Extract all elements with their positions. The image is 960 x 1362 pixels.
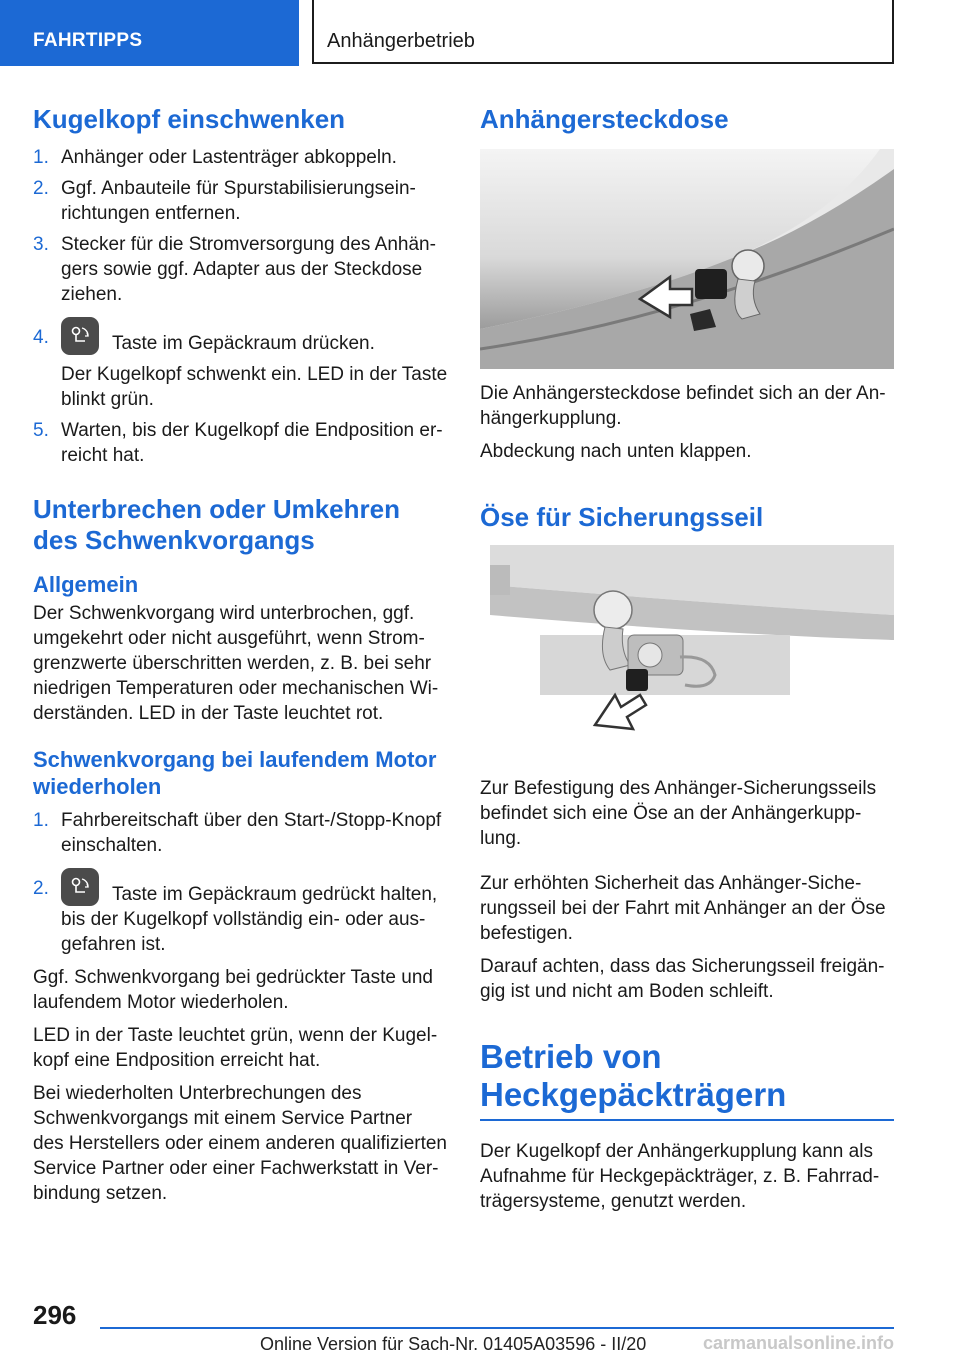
list-text: Stecker für die Stromversorgung des Anhän-gers sowie ggf. Adapter aus der Steckdose ziehen. bbox=[61, 234, 436, 305]
list-item bbox=[33, 418, 448, 468]
list-item bbox=[33, 232, 448, 307]
page-number: 296 bbox=[33, 1300, 77, 1330]
list-subtext: Der Kugelkopf schwenkt ein. LED in der Taste blinkt grün. bbox=[61, 364, 448, 410]
paragraph-steckdose: Die Anhängersteckdose befindet sich an der An-hängerkupplung. bbox=[480, 383, 886, 429]
trailer-hitch-button-icon bbox=[61, 317, 99, 355]
trailer-socket-illustration bbox=[480, 149, 894, 369]
heading-kugelkopf: Kugelkopf einschwenken bbox=[33, 104, 346, 134]
heading-wiederholen: Schwenkvorgang bei laufendem Motor wiederholen bbox=[33, 747, 437, 799]
paragraph-oese: Darauf achten, dass das Sicherungsseil freigän-gig ist und nicht am Boden schleift. bbox=[480, 956, 885, 1002]
list-text: Warten, bis der Kugelkopf die Endposition er-reicht hat. bbox=[61, 420, 443, 466]
section-title: FAHRTIPPS bbox=[33, 30, 143, 51]
footer-divider bbox=[100, 1327, 894, 1329]
paragraph-betrieb: Der Kugelkopf der Anhängerkupplung kann als Aufnahme für Heckgepäckträger, z. B. Fahrrad-trägersysteme, genutzt werden. bbox=[480, 1141, 880, 1212]
right-column-bottom bbox=[480, 776, 894, 1214]
list-text: Ggf. Anbauteile für Spurstabilisierungsein-richtungen entfernen. bbox=[61, 178, 416, 224]
list-text: Taste im Gepäckraum gedrückt halten, bis der Kugelkopf vollständig ein- oder aus-gefahren ist. bbox=[61, 884, 438, 955]
list-number: 5. bbox=[33, 420, 49, 441]
list-item bbox=[33, 868, 448, 957]
chapter-tab bbox=[312, 0, 894, 64]
list-number: 2. bbox=[33, 178, 49, 199]
paragraph-steckdose: Abdeckung nach unten klappen. bbox=[480, 441, 752, 462]
heading-betrieb: Betrieb von Heckgepäckträgern bbox=[480, 1038, 787, 1113]
heading-unterbrechen: Unterbrechen oder Umkehren des Schwenkvorgangs bbox=[33, 494, 400, 555]
list-item bbox=[33, 317, 448, 412]
section-tab bbox=[0, 0, 299, 66]
right-column-top bbox=[480, 104, 894, 135]
paragraph: LED in der Taste leuchtet grün, wenn der Kugel-kopf eine Endposition erreicht hat. bbox=[33, 1025, 438, 1071]
safety-cable-eye-illustration bbox=[480, 545, 894, 745]
list-number: 3. bbox=[33, 234, 49, 255]
footer-online-version: Online Version für Sach-Nr. 01405A03596 - II/20 bbox=[260, 1334, 647, 1354]
list-number: 1. bbox=[33, 810, 49, 831]
list-number: 4. bbox=[33, 327, 49, 348]
heading-allgemein: Allgemein bbox=[33, 572, 139, 597]
right-column-mid bbox=[480, 381, 894, 533]
trailer-hitch-button-icon bbox=[61, 868, 99, 906]
paragraph-oese: Zur Befestigung des Anhänger-Sicherungsseils befindet sich eine Öse an der Anhängerkupp-lung. bbox=[480, 778, 877, 849]
heading-steckdose: Anhängersteckdose bbox=[480, 104, 729, 134]
paragraph-oese: Zur erhöhten Sicherheit das Anhänger-Siche-rungsseil bei der Fahrt mit Anhänger an der Öse befestigen. bbox=[480, 873, 886, 944]
list-item bbox=[33, 145, 448, 170]
list-text: Fahrbereitschaft über den Start-/Stopp-Knopf einschalten. bbox=[61, 810, 442, 856]
list-item bbox=[33, 808, 448, 858]
list-text: Taste im Gepäckraum drücken. bbox=[111, 333, 375, 354]
watermark: carmanualsonline.info bbox=[703, 1333, 895, 1353]
heading-oese: Öse für Sicherungsseil bbox=[480, 502, 764, 532]
list-number: 2. bbox=[33, 878, 49, 899]
left-column bbox=[33, 104, 448, 1206]
list-text: Anhänger oder Lastenträger abkoppeln. bbox=[61, 147, 397, 168]
heading-underline bbox=[480, 1119, 894, 1121]
list-number: 1. bbox=[33, 147, 49, 168]
paragraph: Ggf. Schwenkvorgang bei gedrückter Taste und laufendem Motor wiederholen. bbox=[33, 967, 433, 1013]
paragraph: Bei wiederholten Unterbrechungen des Schwenkvorgangs mit einem Service Partner des Herstellers oder einem anderen qualifizierten Service Partner oder einer Fachwerkstatt in Ver-bindung setzen. bbox=[33, 1083, 448, 1204]
chapter-title: Anhängerbetrieb bbox=[327, 30, 475, 52]
paragraph-allgemein: Der Schwenkvorgang wird unterbrochen, ggf. umgekehrt oder nicht ausgeführt, wenn Strom-grenzwerte überschritten werden, z. B. bei sehr niedrigen Temperaturen oder mechanischen Wi-derständen. LED in der Taste leuchtet rot. bbox=[33, 603, 439, 724]
list-item bbox=[33, 176, 448, 226]
